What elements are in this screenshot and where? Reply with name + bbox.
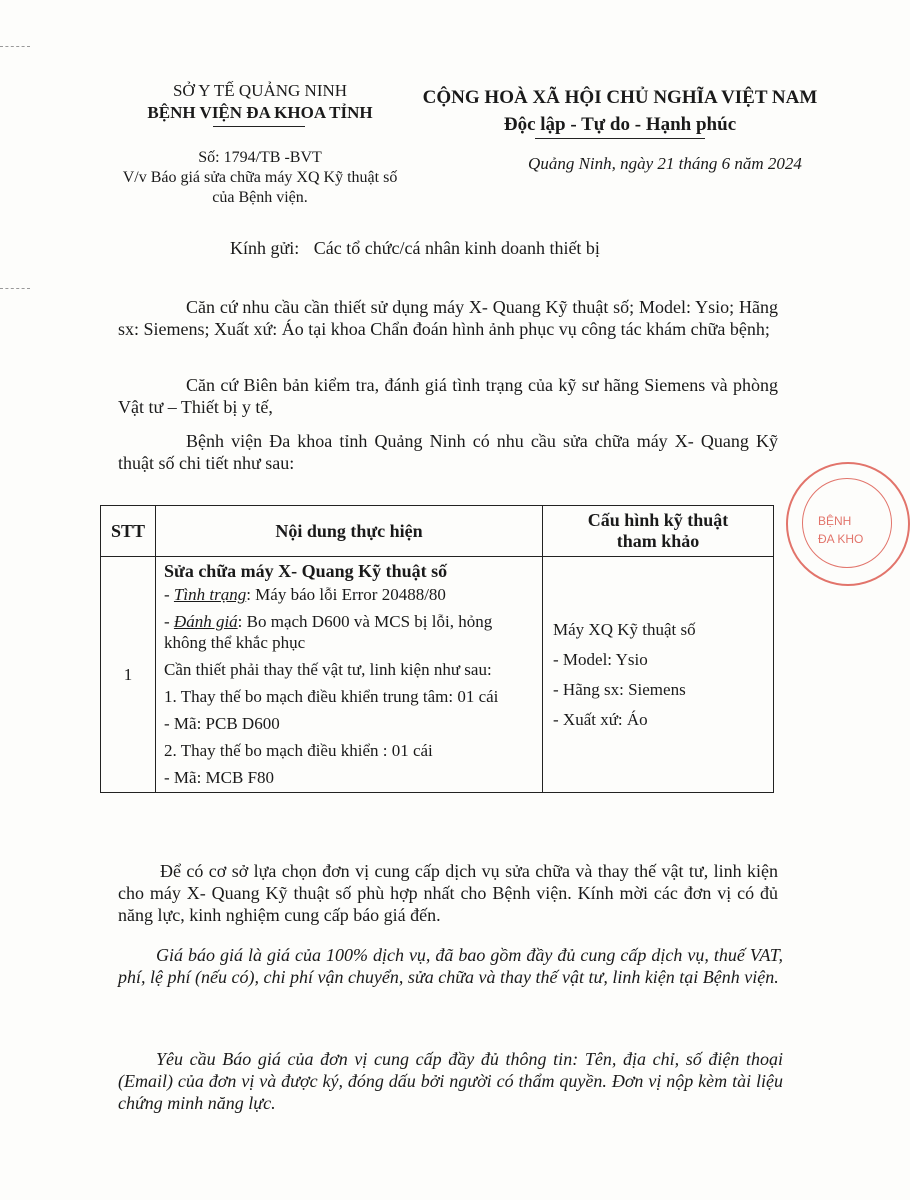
paragraph-text: Căn cứ nhu cầu cần thiết sử dụng máy X- Quang Kỹ thuật số; Model: Ysio; Hãng sx: Siemens; Xuất xứ: Áo tại khoa Chẩn đoán hình ảnh phục vụ công tác khám chữa bệnh; xyxy=(118,297,778,339)
official-seal xyxy=(786,462,910,586)
national-heading xyxy=(410,84,830,138)
table-header-row xyxy=(101,506,774,557)
spec-line: - Model: Ysio xyxy=(553,649,648,669)
eval-text: : Bo mạch D600 và MCS bị lỗi, hỏng không thể khắc phục xyxy=(164,612,493,652)
table-row xyxy=(101,557,774,793)
paragraph xyxy=(118,296,778,340)
closing-paragraph xyxy=(118,1048,783,1114)
repair-table xyxy=(100,505,774,793)
paragraph-text: Bệnh viện Đa khoa tỉnh Quảng Ninh có nhu cầu sửa chữa máy X- Quang Kỹ thuật số chi tiết như sau: xyxy=(118,431,778,473)
item-2-code: - Mã: MCB F80 xyxy=(164,768,275,787)
col-header-content: Nội dung thực hiện xyxy=(156,506,543,557)
status-label: Tình trạng xyxy=(173,585,247,604)
subject-line-1: V/v Báo giá sửa chữa máy XQ Kỹ thuật số xyxy=(122,169,398,186)
closing-text: Giá báo giá là giá của 100% dịch vụ, đã bao gồm đầy đủ cung cấp dịch vụ, thuế VAT, phí, lệ phí (nếu có), chi phí vận chuyển, sửa chữa và thay thế vật tư, linh kiện tại Bệnh viện. xyxy=(118,945,783,987)
row-spec xyxy=(543,557,774,793)
item-1: 1. Thay thế bo mạch điều khiển trung tâm: 01 cái xyxy=(164,687,499,706)
org-parent: SỞ Y TẾ QUẢNG NINH xyxy=(172,81,348,100)
scan-mark xyxy=(0,46,30,48)
closing-text: Để có cơ sở lựa chọn đơn vị cung cấp dịch vụ sửa chữa và thay thế vật tư, linh kiện cho máy X- Quang Kỹ thuật số phù hợp nhất cho Bệnh viện. Kính mời các đơn vị có đủ năng lực, kinh nghiệm cung cấp báo giá đến. xyxy=(118,861,778,925)
eval-label: Đánh giá xyxy=(173,612,238,631)
doc-reference xyxy=(90,148,430,208)
recipient-label: Kính gửi: xyxy=(230,238,300,258)
country-name: CỘNG HOÀ XÃ HỘI CHỦ NGHĨA VIỆT NAM xyxy=(422,87,818,108)
row-content: Sửa chữa máy X- Quang Kỹ thuật số - Tình trạng: Máy báo lỗi Error 20488/80 - Đánh giá: Bo mạch D600 và MCS bị lỗi, hỏng không thể khắc phục Cần thiết phải thay thế vật tư, linh kiện như sau: 1. Thay thế bo mạch điều khiển trung tâm: 01 cái - Mã: PCB D600 2. Thay thế bo mạch điều khiển : 01 cái - Mã: MCB F80 xyxy=(156,557,543,793)
need-text: Cần thiết phải thay thế vật tư, linh kiện như sau: xyxy=(164,660,492,679)
closing-paragraph xyxy=(118,860,778,926)
recipient xyxy=(230,238,600,259)
org-name: BỆNH VIỆN ĐA KHOA TỈNH xyxy=(147,103,373,122)
paragraph xyxy=(118,374,778,418)
spec-line: - Hãng sx: Siemens xyxy=(553,679,686,699)
item-2: 2. Thay thế bo mạch điều khiển : 01 cái xyxy=(164,741,433,760)
document-date: Quảng Ninh, ngày 21 tháng 6 năm 2024 xyxy=(528,154,802,173)
motto-underline xyxy=(535,138,705,139)
col-header-stt: STT xyxy=(101,506,156,557)
motto: Độc lập - Tự do - Hạnh phúc xyxy=(503,114,737,135)
subject-line-2: của Bệnh viện. xyxy=(212,189,308,206)
col-header-spec: Cấu hình kỹ thuật tham khảo xyxy=(543,506,774,557)
closing-paragraph xyxy=(118,944,783,988)
status-text: : Máy báo lỗi Error 20488/80 xyxy=(246,585,446,604)
recipient-name: Các tổ chức/cá nhân kinh doanh thiết bị xyxy=(313,238,600,258)
scan-mark xyxy=(0,288,30,290)
spec-line: Máy XQ Kỹ thuật số xyxy=(553,619,696,639)
closing-text: Yêu cầu Báo giá của đơn vị cung cấp đầy đủ thông tin: Tên, địa chỉ, số điện thoại (Email) của đơn vị và được ký, đóng dấu bởi người có thẩm quyền. Đơn vị nộp kèm tài liệu chứng minh năng lực. xyxy=(118,1049,783,1113)
paragraph xyxy=(118,430,778,474)
seal-text: BỆNH xyxy=(818,514,852,528)
item-1-code: - Mã: PCB D600 xyxy=(164,714,280,733)
org-block xyxy=(90,80,430,124)
spec-line: - Xuất xứ: Áo xyxy=(553,709,648,729)
row-title: Sửa chữa máy X- Quang Kỹ thuật số xyxy=(164,561,448,581)
org-underline xyxy=(213,126,305,127)
paragraph-text: Căn cứ Biên bản kiểm tra, đánh giá tình trạng của kỹ sư hãng Siemens và phòng Vật tư – Thiết bị y tế, xyxy=(118,375,778,417)
seal-text: ĐA KHO xyxy=(818,532,864,546)
row-stt: 1 xyxy=(101,557,156,793)
doc-number: Số: 1794/TB -BVT xyxy=(198,149,322,166)
